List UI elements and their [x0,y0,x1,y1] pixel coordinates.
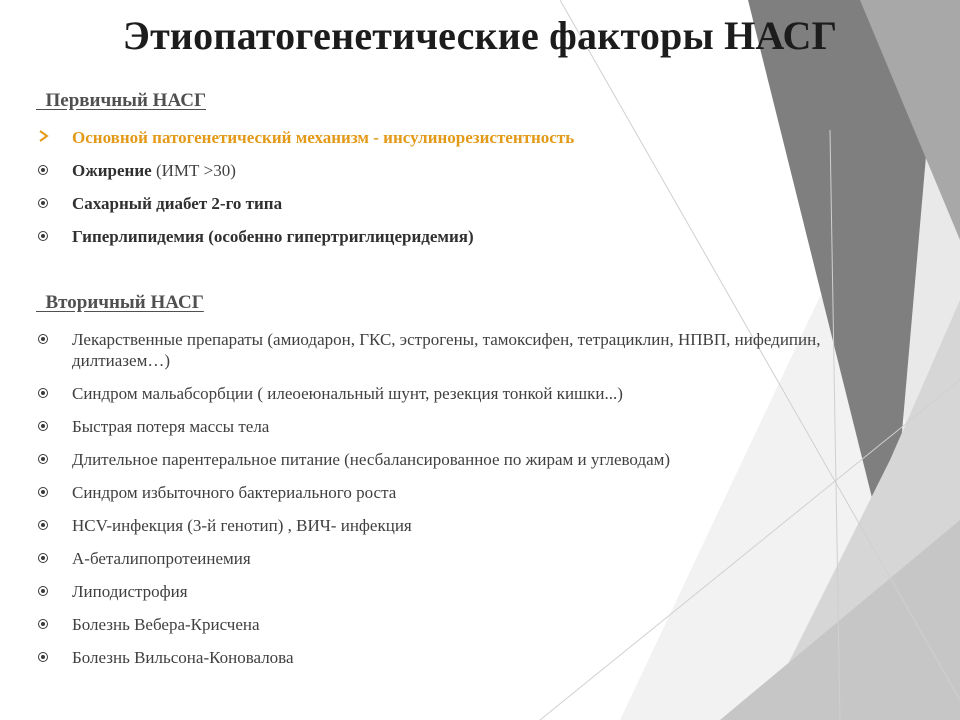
item-text: Синдром избыточного бактериального роста [72,483,397,502]
item-text: Лекарственные препараты (амиодарон, ГКС, эстрогены, тамоксифен, тетрациклин, НПВП, нифедипин, дилтиазем…) [72,330,821,370]
circle-dot-bullet-icon [38,334,48,344]
secondary-heading: Вторичный НАСГ [36,292,204,313]
item-text: (ИМТ >30) [151,161,236,180]
slide-title: Этиопатогенетические факторы НАСГ [122,13,838,58]
list-item [38,614,908,635]
list-item [38,548,908,569]
item-text: Быстрая потеря массы тела [72,417,270,436]
circle-dot-bullet-icon [38,421,48,431]
secondary-list [38,329,908,680]
circle-dot-bullet-icon [38,652,48,662]
list-item [38,127,908,148]
circle-dot-bullet-icon [38,520,48,530]
item-bold-text: Гиперлипидемия (особенно гипертриглицеридемия) [72,227,474,246]
item-bold-text: Ожирение [72,161,152,180]
circle-dot-bullet-icon [38,586,48,596]
circle-dot-bullet-icon [38,454,48,464]
item-text: HCV-инфекция (3-й генотип) , ВИЧ- инфекция [72,516,412,535]
list-item [38,647,908,668]
item-text: А-беталипопротеинемия [72,549,251,568]
list-item [38,160,908,181]
list-item [38,449,908,470]
circle-dot-bullet-icon [38,553,48,563]
circle-dot-bullet-icon [38,487,48,497]
list-item [38,581,908,602]
item-text: Длительное парентеральное питание (несбалансированное по жирам и углеводам) [72,450,671,469]
arrow-bullet-icon [38,129,50,143]
primary-list [38,127,908,259]
key-mechanism-text: Основной патогенетический механизм - инсулинорезистентность [72,128,575,147]
circle-dot-bullet-icon [38,198,48,208]
item-bold-text: Сахарный диабет 2-го типа [72,194,283,213]
circle-dot-bullet-icon [38,231,48,241]
item-text: Липодистрофия [72,582,188,601]
list-item [38,226,908,247]
circle-dot-bullet-icon [38,165,48,175]
item-text: Синдром мальабсорбции ( илеоеюнальный шунт, резекция тонкой кишки...) [72,384,623,403]
item-text: Болезнь Вильсона-Коновалова [72,648,294,667]
list-item [38,383,908,404]
primary-heading: Первичный НАСГ [36,90,207,111]
list-item [38,193,908,214]
list-item [38,515,908,536]
list-item [38,416,908,437]
circle-dot-bullet-icon [38,388,48,398]
list-item [38,482,908,503]
list-item [38,329,908,371]
circle-dot-bullet-icon [38,619,48,629]
item-text: Болезнь Вебера-Крисчена [72,615,260,634]
